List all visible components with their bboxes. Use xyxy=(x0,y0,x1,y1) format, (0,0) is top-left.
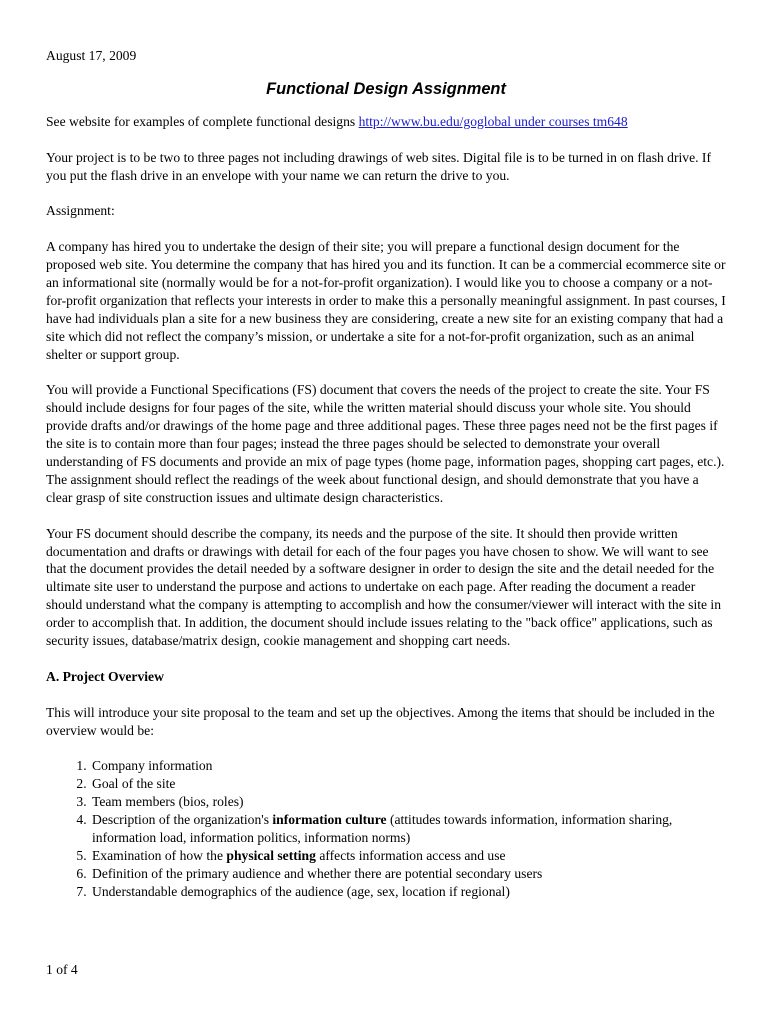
list-item: 2. Goal of the site xyxy=(90,775,726,793)
intro-paragraph xyxy=(46,113,726,131)
list-item: 1. Company information xyxy=(90,757,726,775)
page-number: 1 of 4 xyxy=(46,962,78,977)
page-title: Functional Design Assignment xyxy=(266,79,506,98)
overview-items-list xyxy=(46,757,726,900)
list-item: 4. Description of the organization's information culture (attitudes towards information, information sharing, information load, information politics, information norms) xyxy=(90,811,726,847)
company-paragraph: A company has hired you to undertake the design of their site; you will prepare a functional design document for the proposed web site. You determine the company that has hired you and its function. It can be a commercial ecommerce site or an informational site (normally would be for a not-for-profit organization). I would like you to choose a company or a not-for-profit organization that reflects your interests in order to make this a personally meaningful assignment. In past courses, I have had individuals plan a site for a new business they are considering, create a new site for an existing company that had a site which did not reflect the company’s mission, or undertake a site for a not-for-profit organization, such as an animal shelter or support group. xyxy=(46,239,726,362)
list-item: 7. Understandable demographics of the audience (age, sex, location if regional) xyxy=(90,883,726,901)
fs-description-paragraph: Your FS document should describe the company, its needs and the purpose of the site. It should then provide written documentation and drafts or drawings with detail for each of the four pages you have chosen to show. We will want to see that the document provides the detail needed by a software designer in order to design the site and the detail needed for the ultimate site user to understand the purpose and actions to undertake on each page. After reading the document a reader should understand what the company is attempting to accomplish and how the consumer/viewer will interact with the site in order to accomplish that. In addition, the document should include issues relating to the "back office" applications, such as security issues, database/matrix design, cookie management and shopping cart needs. xyxy=(46,525,722,649)
project-length-paragraph: Your project is to be two to three pages not including drawings of web sites. Digital file is to be turned in on flash drive. If you put the flash drive in an envelope with your name we can return the drive to you. xyxy=(46,149,711,183)
section-a-intro: This will introduce your site proposal to the team and set up the objectives. Among the items that should be included in the overview would be: xyxy=(46,704,715,738)
bu-goglobal-link[interactable]: http://www.bu.edu/goglobal under courses tm648 xyxy=(358,113,628,129)
intro-text: See website for examples of complete functional designs xyxy=(46,113,359,129)
list-item: 6. Definition of the primary audience and whether there are potential secondary users xyxy=(90,865,726,883)
fs-document-paragraph: You will provide a Functional Specifications (FS) document that covers the needs of the project to create the site. Your FS should include designs for four pages of the site, while the written material should discuss your whole site. You should provide drafts and/or drawings of the home page and three additional pages. These three pages need not be the first pages if the site is to contain more than four pages; instead the three pages should be selected to demonstrate your overall understanding of FS documents and provide an mix of page types (home page, information pages, shopping cart pages, etc.). The assignment should reflect the readings of the week about functional design, and should demonstrate that you have a clear grasp of site construction issues and ultimate design characteristics. xyxy=(46,382,725,505)
document-page xyxy=(46,47,726,901)
document-date: August 17, 2009 xyxy=(46,48,137,63)
list-item: 3. Team members (bios, roles) xyxy=(90,793,726,811)
list-item: 5. Examination of how the physical setting affects information access and use xyxy=(90,847,726,865)
section-heading-project-overview: A. Project Overview xyxy=(46,668,164,684)
assignment-label: Assignment: xyxy=(46,203,115,219)
